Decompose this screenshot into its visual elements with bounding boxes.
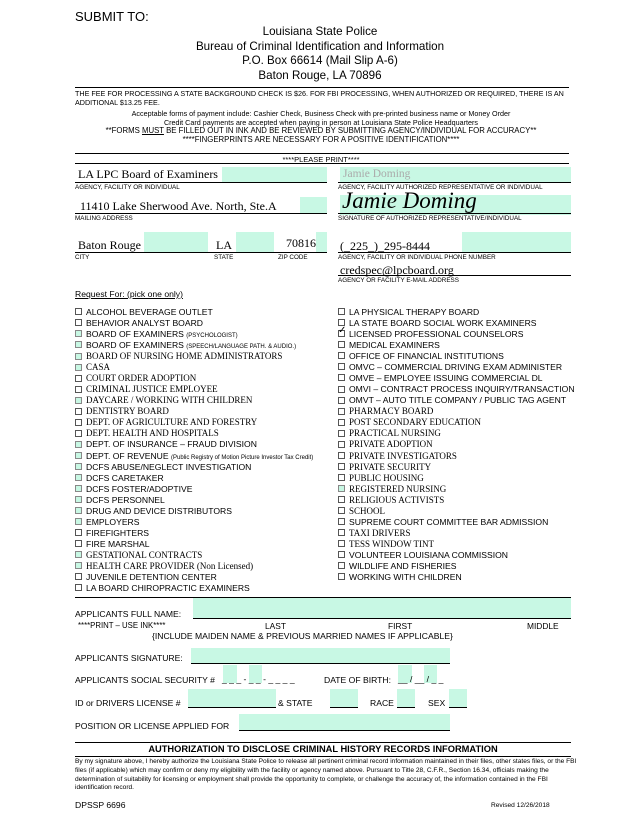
- option-label: RELIGIOUS ACTIVISTS: [349, 494, 445, 505]
- option-label: COURT ORDER ADOPTION: [86, 373, 197, 384]
- option-checkbox[interactable]: [75, 375, 82, 382]
- request-option[interactable]: [75, 318, 203, 328]
- request-option[interactable]: [75, 506, 232, 516]
- middle-label: MIDDLE: [527, 621, 559, 631]
- option-label: BOARD OF EXAMINERS: [86, 329, 187, 340]
- request-option[interactable]: [75, 462, 251, 472]
- option-checkbox[interactable]: [338, 474, 345, 481]
- option-checkbox[interactable]: [75, 485, 82, 492]
- request-option[interactable]: [75, 495, 165, 505]
- option-label: DAYCARE / WORKING WITH CHILDREN: [86, 395, 253, 406]
- option-label: DEPT. OF AGRICULTURE AND FORESTRY: [86, 417, 258, 428]
- option-checkbox[interactable]: [338, 452, 345, 459]
- option-checkbox[interactable]: [75, 518, 82, 525]
- address-line: Baton Rouge, LA 70896: [258, 68, 382, 82]
- request-option[interactable]: [338, 362, 562, 372]
- option-checkbox[interactable]: [338, 463, 345, 470]
- option-label: HEALTH CARE PROVIDER (Non Licensed): [86, 560, 254, 571]
- ssn-label: APPLICANTS SOCIAL SECURITY #: [75, 675, 215, 685]
- and-state-label: & STATE: [278, 698, 313, 708]
- option-checkbox[interactable]: [75, 540, 82, 547]
- option-checkbox[interactable]: [338, 352, 345, 359]
- request-option[interactable]: [75, 307, 213, 317]
- city-label: CITY: [75, 254, 90, 261]
- option-label: DEPT. OF REVENUE: [86, 450, 171, 461]
- payment-line: Acceptable forms of payment include: Cashier Check, Business Check with pre-printed business name or Money Order: [131, 109, 511, 118]
- option-checkbox[interactable]: [338, 386, 345, 393]
- option-label: TAXI DRIVERS: [349, 527, 411, 538]
- request-option[interactable]: [75, 561, 253, 571]
- option-checkbox[interactable]: [75, 441, 82, 448]
- request-option[interactable]: [338, 572, 462, 582]
- ink-post: BE FILLED OUT IN INK AND BE REVIEWED BY SUBMITTING AGENCY/INDIVIDUAL FOR ACCURACY**: [163, 126, 537, 136]
- option-label: OMVC – COMMERCIAL DRIVING EXAM ADMINISTER: [349, 362, 563, 373]
- option-label: BEHAVIOR ANALYST BOARD: [86, 318, 204, 329]
- request-option[interactable]: [338, 484, 446, 494]
- request-option[interactable]: [75, 395, 252, 405]
- request-option[interactable]: [75, 417, 257, 427]
- request-option[interactable]: [338, 517, 548, 527]
- first-label: FIRST: [388, 621, 413, 631]
- option-label: DEPT. OF INSURANCE – FRAUD DIVISION: [86, 439, 257, 450]
- dob-input[interactable]: __ / __ / _ _: [398, 674, 444, 684]
- option-label: BOARD OF NURSING HOME ADMINISTRATORS: [86, 351, 283, 362]
- request-option[interactable]: [75, 517, 140, 527]
- please-print: ****PLEASE PRINT****: [282, 155, 360, 164]
- option-checkbox[interactable]: [75, 452, 82, 459]
- option-checkbox[interactable]: [75, 496, 82, 503]
- request-option[interactable]: [75, 351, 282, 361]
- option-note: (PSYCHOLOGIST): [186, 333, 238, 340]
- authorized-rep-label: AGENCY, FACILITY AUTHORIZED REPRESENTATIVE OR INDIVIDUAL: [338, 184, 543, 191]
- option-label: OFFICE OF FINANCIAL INSTITUTIONS: [349, 351, 504, 362]
- authorization-title: AUTHORIZATION TO DISCLOSE CRIMINAL HISTORY RECORDS INFORMATION: [148, 744, 498, 754]
- option-checkbox[interactable]: [338, 573, 345, 580]
- option-label: DEPT. HEALTH AND HOSPITALS: [86, 428, 219, 439]
- option-label: LA BOARD CHIROPRACTIC EXAMINERS: [86, 583, 250, 593]
- option-checkbox[interactable]: [338, 419, 345, 426]
- option-label: GESTATIONAL CONTRACTS: [86, 549, 203, 560]
- option-checkbox[interactable]: [75, 319, 82, 326]
- option-checkbox[interactable]: [338, 551, 345, 558]
- option-checkbox[interactable]: [338, 341, 345, 348]
- fingerprint-notice: ****FINGERPRINTS ARE NECESSARY FOR A POSITIVE IDENTIFICATION****: [182, 134, 460, 144]
- request-option[interactable]: [75, 550, 202, 560]
- email-label: AGENCY OR FACILITY E-MAIL ADDRESS: [338, 277, 459, 284]
- print-note: ****PRINT – USE INK****: [78, 621, 166, 630]
- option-checkbox[interactable]: [338, 485, 345, 492]
- mailing-address[interactable]: 11410 Lake Sherwood Ave. North, Ste.A: [80, 199, 277, 213]
- request-option[interactable]: [75, 362, 110, 372]
- state-label: STATE: [214, 254, 234, 261]
- option-label: BOARD OF EXAMINERS: [86, 340, 187, 351]
- option-label: VOLUNTEER LOUISIANA COMMISSION: [349, 549, 509, 560]
- dob-label: DATE OF BIRTH:: [324, 675, 392, 685]
- option-checkbox[interactable]: [338, 496, 345, 503]
- mailing-address-label: MAILING ADDRESS: [75, 215, 133, 222]
- option-checkbox[interactable]: [75, 474, 82, 481]
- request-option[interactable]: [338, 417, 481, 427]
- request-option[interactable]: [75, 384, 218, 394]
- option-label: CASA: [86, 362, 111, 373]
- option-label: PRACTICAL NURSING: [349, 428, 441, 439]
- option-label: PRIVATE INVESTIGATORS: [349, 450, 457, 461]
- option-checkbox[interactable]: [75, 551, 82, 558]
- option-checkbox[interactable]: [338, 363, 345, 370]
- ssn-input[interactable]: _ _ _ - _ _ - _ _ _ _: [222, 674, 295, 684]
- option-checkbox[interactable]: [338, 330, 345, 337]
- request-option[interactable]: [338, 373, 543, 383]
- agency-state[interactable]: LA: [216, 238, 232, 252]
- option-checkbox[interactable]: [338, 529, 345, 536]
- option-label: PHARMACY BOARD: [349, 406, 434, 417]
- request-option[interactable]: [75, 329, 238, 339]
- option-label: DCFS ABUSE/NEGLECT INVESTIGATION: [86, 461, 252, 472]
- option-label: FIREFIGHTERS: [86, 527, 150, 538]
- agency-name-label: AGENCY, FACILITY OR INDIVIDUAL: [75, 184, 180, 191]
- option-checkbox[interactable]: [75, 408, 82, 415]
- option-label: DCFS FOSTER/ADOPTIVE: [86, 483, 193, 494]
- option-label: DRUG AND DEVICE DISTRIBUTORS: [86, 505, 232, 516]
- request-option[interactable]: [338, 539, 434, 549]
- payment-notice: [75, 110, 567, 144]
- agency-phone[interactable]: (_225_)_295-8444: [340, 239, 430, 253]
- zip-label: ZIP CODE: [278, 254, 308, 261]
- option-label: LA STATE BOARD SOCIAL WORK EXAMINERS: [349, 318, 537, 329]
- ink-pre: **FORMS: [105, 126, 142, 136]
- full-name-label: APPLICANTS FULL NAME:: [75, 609, 182, 619]
- ink-must: MUST: [141, 126, 164, 136]
- option-label: DENTISTRY BOARD: [86, 406, 169, 417]
- option-note: (Public Registry of Motion Picture Investor Tax Credit): [171, 454, 314, 461]
- option-checkbox[interactable]: [75, 364, 82, 371]
- request-option[interactable]: [338, 307, 479, 317]
- request-option[interactable]: [75, 406, 169, 416]
- request-option[interactable]: [338, 428, 441, 438]
- address-line: P.O. Box 66614 (Mail Slip A-6): [242, 54, 398, 67]
- option-label: OMVI – CONTRACT PROCESS INQUIRY/TRANSACTION: [349, 384, 575, 395]
- option-checkbox[interactable]: [75, 353, 82, 360]
- option-checkbox[interactable]: [338, 374, 345, 381]
- address-line: Bureau of Criminal Identification and Information: [195, 39, 445, 53]
- option-checkbox[interactable]: [75, 507, 82, 514]
- id-label: ID or DRIVERS LICENSE #: [75, 698, 181, 708]
- form-number: DPSSP 6696: [75, 800, 126, 810]
- option-label: TESS WINDOW TINT: [349, 538, 434, 549]
- request-option[interactable]: [338, 329, 523, 339]
- request-option[interactable]: [338, 384, 575, 394]
- address-line: Louisiana State Police: [262, 25, 378, 38]
- applicant-signature-label: APPLICANTS SIGNATURE:: [75, 653, 183, 663]
- fee-notice: THE FEE FOR PROCESSING A STATE BACKGROUND CHECK IS $26. FOR FBI PROCESSING, WHEN AUTHORIZED OR REQUIRED, THERE IS AN ADDITIONAL $13.25 FEE.: [75, 89, 564, 107]
- request-option[interactable]: [75, 373, 196, 383]
- request-option[interactable]: [75, 484, 192, 494]
- request-option[interactable]: [338, 506, 385, 516]
- request-option[interactable]: [338, 395, 566, 405]
- request-option[interactable]: [338, 340, 440, 350]
- request-for-label: Request For: (pick one only): [75, 289, 183, 299]
- option-label: MEDICAL EXAMINERS: [349, 340, 440, 351]
- request-option[interactable]: [338, 550, 508, 560]
- request-option[interactable]: [338, 462, 431, 472]
- option-label: POST SECONDARY EDUCATION: [349, 417, 482, 428]
- request-option[interactable]: [75, 473, 164, 483]
- option-checkbox[interactable]: [75, 529, 82, 536]
- option-checkbox[interactable]: [338, 397, 345, 404]
- option-label: SUPREME COURT COMMITTEE BAR ADMISSION: [349, 516, 549, 527]
- option-checkbox[interactable]: [75, 308, 82, 315]
- option-label: WORKING WITH CHILDREN: [349, 571, 462, 582]
- request-option[interactable]: [338, 406, 433, 416]
- last-label: LAST: [265, 621, 286, 631]
- agency-name[interactable]: LA LPC Board of Examiners: [78, 167, 218, 181]
- option-checkbox[interactable]: [75, 419, 82, 426]
- request-option[interactable]: [338, 473, 424, 483]
- agency-email[interactable]: credspec@lpcboard.org: [340, 263, 454, 277]
- option-checkbox[interactable]: [75, 330, 82, 337]
- maiden-note: {INCLUDE MAIDEN NAME & PREVIOUS MARRIED NAMES IF APPLICABLE}: [152, 631, 453, 641]
- option-label: PRIVATE SECURITY: [349, 461, 432, 472]
- option-label: JUVENILE DETENTION CENTER: [86, 571, 217, 582]
- request-option[interactable]: [75, 583, 250, 593]
- option-checkbox[interactable]: [338, 441, 345, 448]
- request-option[interactable]: [75, 528, 149, 538]
- option-label: FIRE MARSHAL: [86, 538, 150, 549]
- option-label: LA PHYSICAL THERAPY BOARD: [349, 307, 480, 317]
- option-label: WILDLIFE AND FISHERIES: [349, 560, 457, 571]
- option-label: ALCOHOL BEVERAGE OUTLET: [86, 307, 213, 317]
- payment-line: Credit Card payments are accepted when paying in person at Louisiana State Police Headquarters: [163, 117, 479, 127]
- option-label: LICENSED PROFESSIONAL COUNSELORS: [349, 329, 524, 340]
- request-option[interactable]: [338, 528, 411, 538]
- option-label: CRIMINAL JUSTICE EMPLOYEE: [86, 384, 218, 395]
- option-checkbox[interactable]: [338, 308, 345, 315]
- request-option[interactable]: [75, 572, 217, 582]
- sex-label: SEX: [428, 698, 446, 708]
- option-note: (SPEECH/LANGUAGE PATH. & AUDIO.): [186, 344, 297, 351]
- option-label: PUBLIC HOUSING: [349, 472, 424, 483]
- option-label: SCHOOL: [349, 505, 386, 516]
- option-checkbox[interactable]: [338, 562, 345, 569]
- request-option[interactable]: [75, 539, 150, 549]
- option-checkbox[interactable]: [75, 584, 82, 591]
- request-option[interactable]: [338, 495, 444, 505]
- option-label: DCFS CARETAKER: [86, 472, 164, 483]
- request-option[interactable]: [338, 439, 433, 449]
- option-label: EMPLOYERS: [86, 516, 140, 527]
- race-label: RACE: [370, 698, 394, 708]
- option-checkbox[interactable]: [338, 540, 345, 547]
- option-label: OMVT – AUTO TITLE COMPANY / PUBLIC TAG AGENT: [349, 395, 567, 406]
- option-checkbox[interactable]: [75, 430, 82, 437]
- request-option[interactable]: [75, 451, 313, 461]
- lsp-address: [150, 25, 490, 83]
- signature-label: SIGNATURE OF AUTHORIZED REPRESENTATIVE/INDIVIDUAL: [338, 215, 522, 222]
- request-option[interactable]: [75, 340, 296, 350]
- submit-to-label: SUBMIT TO:: [75, 9, 149, 24]
- option-checkbox[interactable]: [75, 397, 82, 404]
- request-option[interactable]: [338, 561, 456, 571]
- request-option[interactable]: [75, 428, 219, 438]
- phone-label: AGENCY, FACILITY OR INDIVIDUAL PHONE NUMBER: [338, 254, 496, 261]
- option-checkbox[interactable]: [75, 386, 82, 393]
- option-checkbox[interactable]: [75, 463, 82, 470]
- authorization-body: By my signature above, I hereby authorize the Louisiana State Police to release all pertinent criminal record information maintained in their files, other states files, or the FBI files (if applicable) which may confirm or deny my eligibility with the facility or agency named above. Pursuant to Title 28, C.F.R., Section 16.34, officials making the determination of suitability for licensing or employment shall provide the opportunity to complete, or challenge the accuracy of, the information contained in the FBI identification record.: [75, 758, 577, 792]
- agency-city[interactable]: Baton Rouge: [78, 238, 141, 252]
- position-label: POSITION OR LICENSE APPLIED FOR: [75, 721, 230, 731]
- option-checkbox[interactable]: [338, 518, 345, 525]
- request-option[interactable]: [338, 318, 537, 328]
- rep-signature[interactable]: Jamie Doming: [342, 188, 477, 213]
- agency-zip[interactable]: 70816: [286, 236, 316, 250]
- option-label: DCFS PERSONNEL: [86, 494, 165, 505]
- option-label: PRIVATE ADOPTION: [349, 439, 433, 450]
- option-checkbox[interactable]: [338, 430, 345, 437]
- request-option[interactable]: [338, 351, 504, 361]
- option-label: OMVE – EMPLOYEE ISSUING COMMERCIAL DL: [349, 373, 543, 384]
- request-option[interactable]: [75, 439, 257, 449]
- revised-date: Revised 12/26/2018: [491, 802, 550, 809]
- option-checkbox[interactable]: [75, 573, 82, 580]
- option-checkbox[interactable]: [75, 341, 82, 348]
- option-label: REGISTERED NURSING: [349, 483, 447, 494]
- option-checkbox[interactable]: [75, 562, 82, 569]
- authorized-rep[interactable]: Jamie Doming: [343, 168, 411, 180]
- option-checkbox[interactable]: [338, 408, 345, 415]
- option-checkbox[interactable]: [338, 507, 345, 514]
- request-option[interactable]: [338, 451, 457, 461]
